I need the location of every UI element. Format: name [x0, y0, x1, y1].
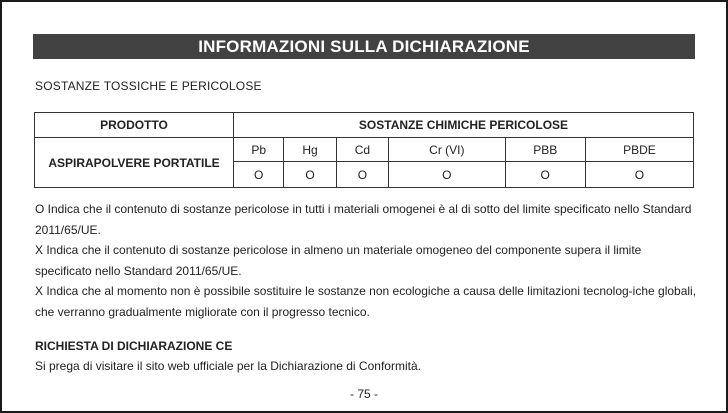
ce-text: Si prega di visitare il sito web ufficiale per la Dichiarazione di Conformità. — [35, 359, 421, 373]
header-product: PRODOTTO — [35, 113, 234, 138]
section-label: SOSTANZE TOSSICHE E PERICOLOSE — [35, 79, 262, 93]
page-title: INFORMAZIONI SULLA DICHIARAZIONE — [33, 34, 695, 59]
notes — [35, 199, 700, 322]
value-cd: O — [336, 162, 388, 188]
substance-cd: Cd — [336, 138, 388, 162]
value-pbb: O — [505, 162, 585, 188]
value-hg: O — [284, 162, 336, 188]
substance-pb: Pb — [234, 138, 284, 162]
note-o: O Indica che il contenuto di sostanze pericolose in tutti i materiali omogenei è al di sotto del limite specificato nello Standard 2011/65/UE. — [35, 202, 692, 237]
product-name: ASPIRAPOLVERE PORTATILE — [35, 138, 234, 188]
substances-table — [34, 112, 694, 188]
value-pbde: O — [585, 162, 693, 188]
note-x-technical: X Indica che al momento non è possibile sostituire le sostanze non ecologiche a causa delle limitazioni tecnolog-iche globali, che verranno gradualmente migliorate con il progresso tecnico. — [35, 284, 697, 319]
value-cr-vi: O — [389, 162, 505, 188]
substance-pbde: PBDE — [585, 138, 693, 162]
page-number: - 75 - — [349, 387, 378, 401]
header-substances: SOSTANZE CHIMICHE PERICOLOSE — [234, 113, 694, 138]
substance-cr-vi: Cr (VI) — [389, 138, 505, 162]
value-pb: O — [234, 162, 284, 188]
substance-hg: Hg — [284, 138, 336, 162]
substance-pbb: PBB — [505, 138, 585, 162]
note-x-limit: X Indica che il contenuto di sostanze pericolose in almeno un materiale omogeneo del componente supera il limite specificato nello Standard 2011/65/UE. — [35, 243, 642, 278]
ce-heading: RICHIESTA DI DICHIARAZIONE CE — [35, 339, 233, 353]
